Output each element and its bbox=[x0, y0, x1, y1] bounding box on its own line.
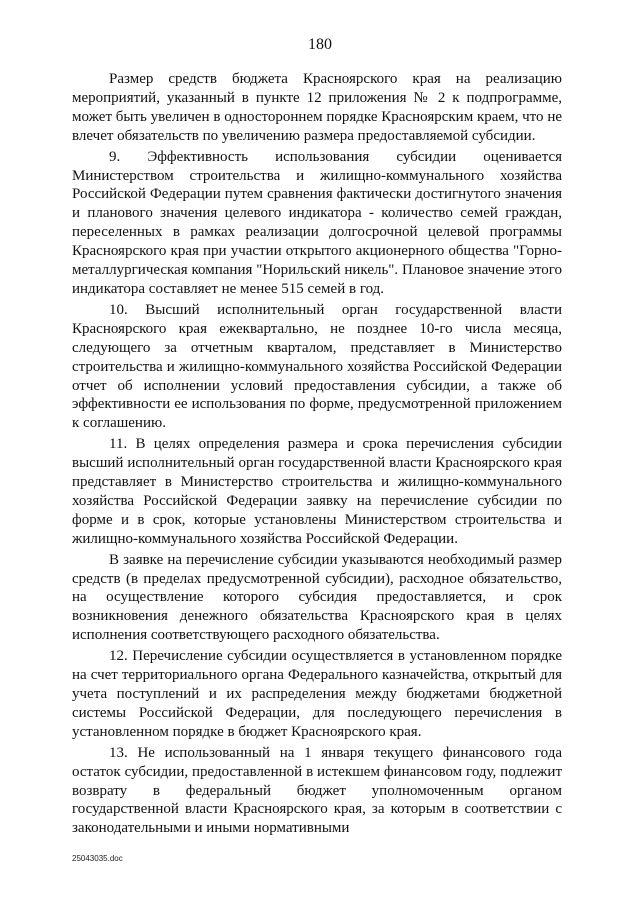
paragraph-12-transfer: 12. Перечисление субсидии осуществляется в установленном порядке на счет территориального органа Федерального казначейства, открытый для учета поступлений и их распределения между бюджетами бюджетной системы Российской Федерации, для последующего перечисления в установленном порядке в бюджет Красноярского края. bbox=[72, 648, 562, 740]
document-body bbox=[72, 70, 562, 840]
paragraph-budget-increase: Размер средств бюджета Красноярского края на реализацию мероприятий, указанный в пункте 12 приложения № 2 к подпрограмме, может быть увеличен в одностороннем порядке Красноярским краем, что не влечет обязательств по увеличению размера предоставляемой субсидии. bbox=[72, 71, 562, 144]
paragraph-10-report: 10. Высший исполнительный орган государственной власти Красноярского края ежеквартально, не позднее 10-го числа месяца, следующего за отчетным кварталом, представляет в Министерство строительства и жилищно-коммунального хозяйства Российской Федерации отчет об исполнении условий предоставления субсидии, а также об эффективности ее использования по форме, предусмотренной приложением к соглашению. bbox=[72, 301, 562, 432]
paragraph-9-efficiency: 9. Эффективность использования субсидии оценивается Министерством строительства и жилищно-коммунального хозяйства Российской Федерации путем сравнения фактически достигнутого значения и планового значения целевого индикатора - количество семей граждан, переселенных в рамках реализации долгосрочной целевой программы Красноярского края при участии открытого акционерного общества "Горно-металлургическая компания "Норильский никель". Плановое значение этого индикатора составляет не менее 515 семей в год. bbox=[72, 148, 562, 297]
paragraph-13-unused-balance: 13. Не использованный на 1 января текущего финансового года остаток субсидии, предоставленной в истекшем финансовом году, подлежит возврату в федеральный бюджет уполномоченным органом государственной власти Красноярского края, за которым в соответствии с законодательными и иными нормативными bbox=[72, 744, 562, 837]
paragraph-11-application: 11. В целях определения размера и срока перечисления субсидии высший исполнительный орган государственной власти Красноярского края представляет в Министерство строительства и жилищно-коммунального хозяйства Российской Федерации заявку на перечисление субсидии по форме и в срок, которые установлены Министерством строительства и жилищно-коммунального хозяйства Российской Федерации. bbox=[72, 436, 562, 547]
page-number: 180 bbox=[308, 36, 332, 53]
paragraph-application-contents: В заявке на перечисление субсидии указываются необходимый размер средств (в пределах предусмотренной субсидии), расходное обязательство, на осуществление которого субсидия предоставляется, и срок возникновения денежного обязательства Красноярского края в целях исполнения соответствующего расходного обязательства. bbox=[72, 551, 562, 644]
footer-file-code: 25043035.doc bbox=[72, 854, 123, 863]
